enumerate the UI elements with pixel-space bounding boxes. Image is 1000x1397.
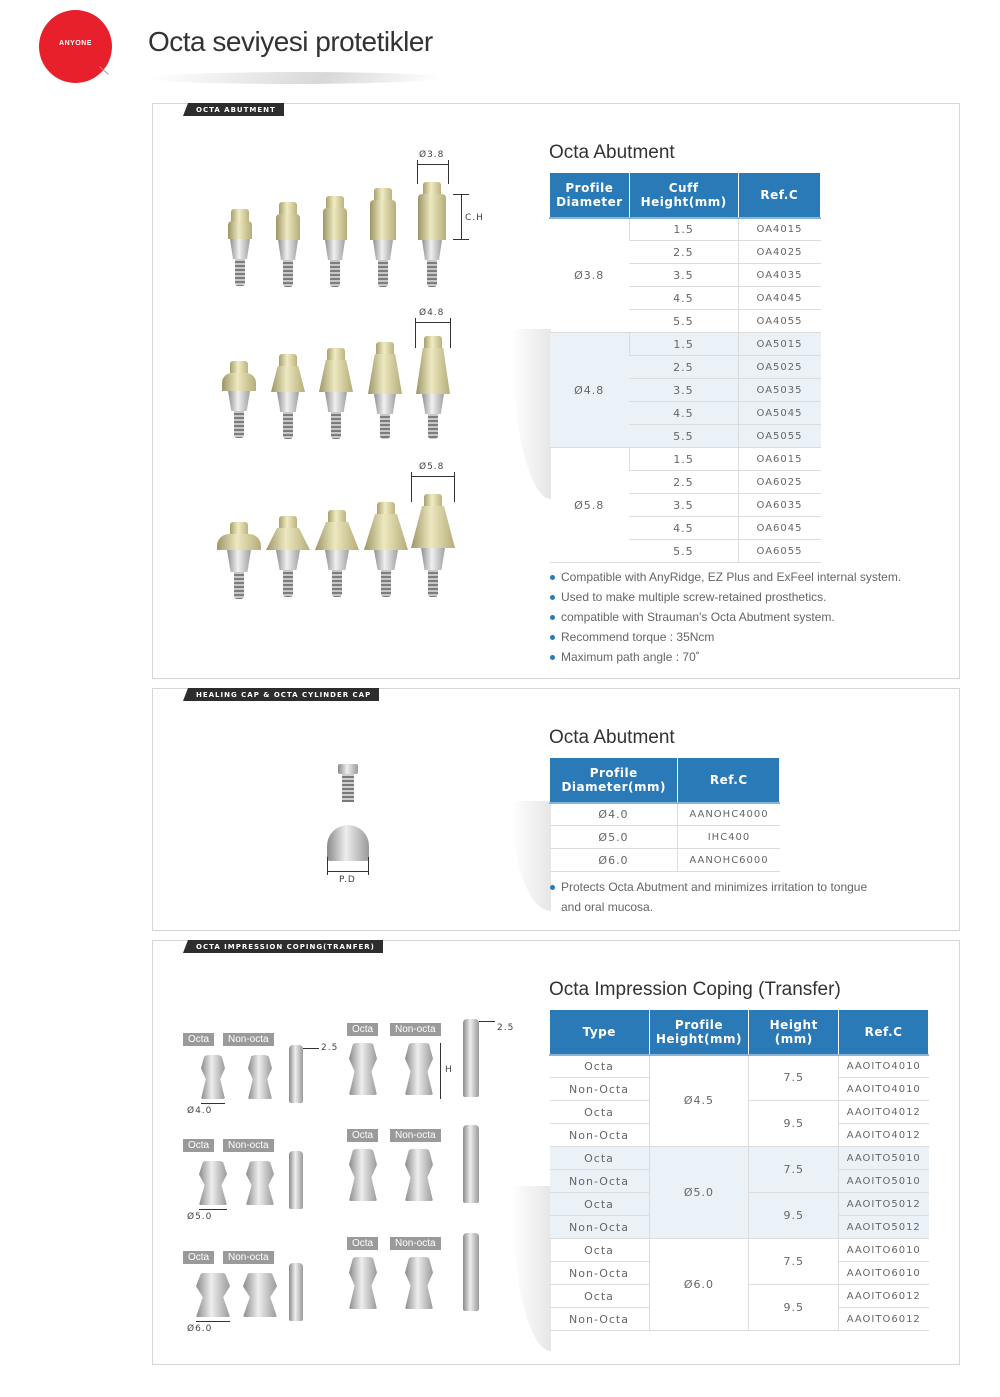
- ref-code-cell: AAOITO4010: [839, 1055, 929, 1078]
- table-row: [550, 1239, 929, 1262]
- type-cell: Octa: [550, 1101, 650, 1124]
- guide-pin: [289, 1263, 303, 1321]
- note-item: Compatible with AnyRidge, EZ Plus and ExFeel internal system.: [549, 567, 949, 587]
- coping-non-octa: [405, 1043, 433, 1095]
- healing-cap-figure: [153, 689, 533, 932]
- coping-non-octa: [405, 1257, 433, 1309]
- healing-cap-table: [549, 757, 780, 872]
- abutment-5-8-3-5: [313, 510, 361, 602]
- abutment-3-8-2-5: [273, 202, 303, 289]
- ref-code-cell: AAOITO4010: [839, 1078, 929, 1101]
- height-cell: 9.5: [749, 1193, 839, 1239]
- cuff-height-cell: 2.5: [629, 471, 738, 494]
- coping-octa: [201, 1055, 225, 1099]
- table-row: [550, 826, 780, 849]
- type-cell: Octa: [550, 1055, 650, 1078]
- panel-tab: OCTA ABUTMENT: [188, 103, 284, 116]
- table-row: [550, 1055, 929, 1078]
- abutment-4-8-3-5: [316, 348, 356, 441]
- dim-label-3-8: Ø3.8: [419, 150, 445, 160]
- guide-pin: [463, 1019, 479, 1097]
- header-ref: Ref.C: [839, 1010, 929, 1055]
- non-octa-label: Non-octa: [223, 1033, 274, 1046]
- height-cell: 7.5: [749, 1055, 839, 1101]
- profile-height-cell: Ø5.0: [649, 1147, 749, 1239]
- coping-non-octa: [248, 1055, 272, 1099]
- type-cell: Non-Octa: [550, 1170, 650, 1193]
- dim-label-cuff-height: C.H: [465, 213, 484, 223]
- coping-non-octa: [246, 1161, 274, 1205]
- ref-code-cell: OA4035: [738, 264, 821, 287]
- profile-diameter-cell: Ø5.0: [550, 826, 678, 849]
- cuff-height-cell: 5.5: [629, 425, 738, 448]
- ref-code-cell: OA4015: [738, 218, 821, 241]
- type-cell: Non-Octa: [550, 1262, 650, 1285]
- ref-code-cell: OA5035: [738, 379, 821, 402]
- height-cell: 9.5: [749, 1101, 839, 1147]
- guide-pin: [463, 1233, 479, 1311]
- header-profile-diameter: Profile Diameter(mm): [550, 758, 678, 803]
- abutment-3-8-1-5: [225, 209, 255, 289]
- height-cell: 7.5: [749, 1239, 839, 1285]
- coping-octa: [196, 1273, 230, 1317]
- header-cuff-height: Cuff Height(mm): [629, 173, 738, 218]
- cuff-height-cell: 2.5: [629, 241, 738, 264]
- dim-line: [303, 1048, 319, 1049]
- ref-code-cell: OA6035: [738, 494, 821, 517]
- ref-code-cell: AAOITO6012: [839, 1308, 929, 1331]
- profile-diameter-cell: Ø5.8: [550, 448, 630, 563]
- panel-octa-abutment: [152, 103, 960, 679]
- dim-label-2-5: 2.5: [497, 1023, 515, 1033]
- healing-cap-notes: [549, 877, 889, 917]
- dim-line: [196, 1321, 230, 1322]
- profile-height-cell: Ø4.5: [649, 1055, 749, 1147]
- abutment-figure: [153, 104, 533, 680]
- cuff-height-cell: 3.5: [629, 494, 738, 517]
- type-cell: Non-Octa: [550, 1216, 650, 1239]
- section-title: Octa Impression Coping (Transfer): [549, 979, 841, 1000]
- abutment-4-8-1-5: [219, 361, 259, 441]
- panel-impression-coping: [152, 940, 960, 1365]
- note-item: Protects Octa Abutment and minimizes irritation to tongue and oral mucosa.: [549, 877, 889, 917]
- note-item: Recommend torque : 35Ncm: [549, 627, 949, 647]
- header-profile-diameter: Profile Diameter: [550, 173, 630, 218]
- abutment-4-8-5-5: [413, 336, 453, 441]
- panel-tab: OCTA IMPRESSION COPING(TRANFER): [188, 940, 383, 953]
- coping-octa: [349, 1257, 377, 1309]
- non-octa-label: Non-octa: [390, 1023, 441, 1036]
- ref-code-cell: AAOITO6010: [839, 1239, 929, 1262]
- profile-diameter-cell: Ø4.0: [550, 803, 678, 826]
- abutment-5-8-2-5: [264, 516, 312, 602]
- type-cell: Octa: [550, 1285, 650, 1308]
- dim-label-diameter: Ø4.0: [187, 1106, 213, 1116]
- octa-label: Octa: [183, 1251, 214, 1264]
- octa-abutment-notes: [549, 567, 949, 667]
- table-row: [550, 803, 780, 826]
- abutment-5-8-5-5: [409, 494, 457, 602]
- non-octa-label: Non-octa: [390, 1129, 441, 1142]
- ref-code-cell: OA6055: [738, 540, 821, 563]
- header-ref: Ref.C: [678, 758, 780, 803]
- dim-label-4-8: Ø4.8: [419, 308, 445, 318]
- octa-label: Octa: [347, 1237, 378, 1250]
- dim-label-2-5: 2.5: [321, 1043, 339, 1053]
- brand-logo-text: ANYONE: [59, 40, 92, 47]
- octa-label: Octa: [347, 1129, 378, 1142]
- type-cell: Non-Octa: [550, 1308, 650, 1331]
- ref-code-cell: OA6025: [738, 471, 821, 494]
- abutment-5-8-1-5: [215, 522, 263, 602]
- cuff-height-cell: 3.5: [629, 379, 738, 402]
- cuff-height-cell: 4.5: [629, 402, 738, 425]
- ref-code-cell: AAOITO4012: [839, 1124, 929, 1147]
- abutment-5-8-4-5: [362, 502, 410, 602]
- type-cell: Octa: [550, 1239, 650, 1262]
- profile-diameter-cell: Ø4.8: [550, 333, 630, 448]
- non-octa-label: Non-octa: [223, 1251, 274, 1264]
- guide-pin: [289, 1151, 303, 1209]
- ref-code-cell: AAOITO6012: [839, 1285, 929, 1308]
- guide-pin: [289, 1045, 303, 1103]
- screw-head: [338, 764, 358, 774]
- type-cell: Octa: [550, 1193, 650, 1216]
- table-row: [550, 333, 821, 356]
- ref-code-cell: AANOHC6000: [678, 849, 780, 872]
- coping-octa: [349, 1149, 377, 1201]
- header-type: Type: [550, 1010, 650, 1055]
- ref-code-cell: IHC400: [678, 826, 780, 849]
- ref-code-cell: OA5025: [738, 356, 821, 379]
- abutment-3-8-3-5: [320, 196, 350, 289]
- header-profile-height: Profile Height(mm): [649, 1010, 749, 1055]
- panel-healing-cap: [152, 688, 960, 931]
- height-cell: 9.5: [749, 1285, 839, 1331]
- profile-diameter-cell: Ø6.0: [550, 849, 678, 872]
- ref-code-cell: OA5055: [738, 425, 821, 448]
- type-cell: Non-Octa: [550, 1078, 650, 1101]
- ref-code-cell: OA6045: [738, 517, 821, 540]
- header-ref: Ref.C: [738, 173, 821, 218]
- cuff-height-cell: 4.5: [629, 287, 738, 310]
- abutment-4-8-4-5: [365, 342, 405, 441]
- ref-code-cell: OA4045: [738, 287, 821, 310]
- table-row: [550, 1147, 929, 1170]
- table-row: [550, 218, 821, 241]
- healing-cap-dome: [327, 825, 369, 861]
- header-height: Height (mm): [749, 1010, 839, 1055]
- abutment-3-8-4-5: [368, 188, 398, 289]
- ref-code-cell: OA5045: [738, 402, 821, 425]
- ref-code-cell: AAOITO5012: [839, 1216, 929, 1239]
- dim-label-profile-diameter: P.D: [339, 875, 356, 885]
- ref-code-cell: AAOITO4012: [839, 1101, 929, 1124]
- octa-label: Octa: [183, 1033, 214, 1046]
- ref-code-cell: AAOITO5010: [839, 1170, 929, 1193]
- type-cell: Octa: [550, 1147, 650, 1170]
- ref-code-cell: OA6015: [738, 448, 821, 471]
- title-underline: [145, 72, 445, 84]
- dim-label-height: H: [445, 1065, 453, 1075]
- type-cell: Non-Octa: [550, 1124, 650, 1147]
- ref-code-cell: AAOITO5012: [839, 1193, 929, 1216]
- coping-non-octa: [405, 1149, 433, 1201]
- abutment-4-8-2-5: [268, 354, 308, 441]
- dim-label-diameter: Ø5.0: [187, 1212, 213, 1222]
- note-item: Used to make multiple screw-retained prosthetics.: [549, 587, 949, 607]
- impression-coping-figure: [153, 941, 533, 1366]
- panel-tab: HEALING CAP & OCTA CYLINDER CAP: [188, 688, 379, 701]
- coping-octa: [349, 1043, 377, 1095]
- page-title: Octa seviyesi protetikler: [148, 26, 433, 57]
- non-octa-label: Non-octa: [390, 1237, 441, 1250]
- dim-line: [479, 1021, 495, 1022]
- ref-code-cell: OA4025: [738, 241, 821, 264]
- coping-non-octa: [243, 1273, 277, 1317]
- dim-line: [201, 1103, 225, 1104]
- screw-thread: [342, 774, 354, 802]
- height-cell: 7.5: [749, 1147, 839, 1193]
- cuff-height-cell: 5.5: [629, 310, 738, 333]
- dim-label-diameter: Ø6.0: [187, 1324, 213, 1334]
- cuff-height-cell: 2.5: [629, 356, 738, 379]
- table-row: [550, 448, 821, 471]
- section-title: Octa Abutment: [549, 727, 675, 748]
- note-item: compatible with Strauman's Octa Abutment system.: [549, 607, 949, 627]
- profile-height-cell: Ø6.0: [649, 1239, 749, 1331]
- table-row: [550, 849, 780, 872]
- non-octa-label: Non-octa: [223, 1139, 274, 1152]
- ref-code-cell: AAOITO6010: [839, 1262, 929, 1285]
- guide-pin: [463, 1125, 479, 1203]
- cuff-height-cell: 4.5: [629, 517, 738, 540]
- ref-code-cell: AAOITO5010: [839, 1147, 929, 1170]
- abutment-3-8-5-5: [416, 182, 448, 289]
- octa-label: Octa: [183, 1139, 214, 1152]
- cuff-height-cell: 1.5: [629, 218, 738, 241]
- ref-code-cell: OA4055: [738, 310, 821, 333]
- cuff-height-cell: 1.5: [629, 333, 738, 356]
- ref-code-cell: AANOHC4000: [678, 803, 780, 826]
- note-item: Maximum path angle : 70˚: [549, 647, 949, 667]
- dim-line: [199, 1209, 227, 1210]
- brand-logo[interactable]: [39, 10, 112, 83]
- coping-octa: [199, 1161, 227, 1205]
- section-title: Octa Abutment: [549, 142, 675, 163]
- profile-diameter-cell: Ø3.8: [550, 218, 630, 333]
- dim-label-5-8: Ø5.8: [419, 462, 445, 472]
- cuff-height-cell: 3.5: [629, 264, 738, 287]
- cuff-height-cell: 1.5: [629, 448, 738, 471]
- ref-code-cell: OA5015: [738, 333, 821, 356]
- octa-abutment-table: [549, 172, 821, 563]
- dim-line: [440, 1043, 441, 1099]
- impression-coping-table: [549, 1009, 929, 1331]
- octa-label: Octa: [347, 1023, 378, 1036]
- cuff-height-cell: 5.5: [629, 540, 738, 563]
